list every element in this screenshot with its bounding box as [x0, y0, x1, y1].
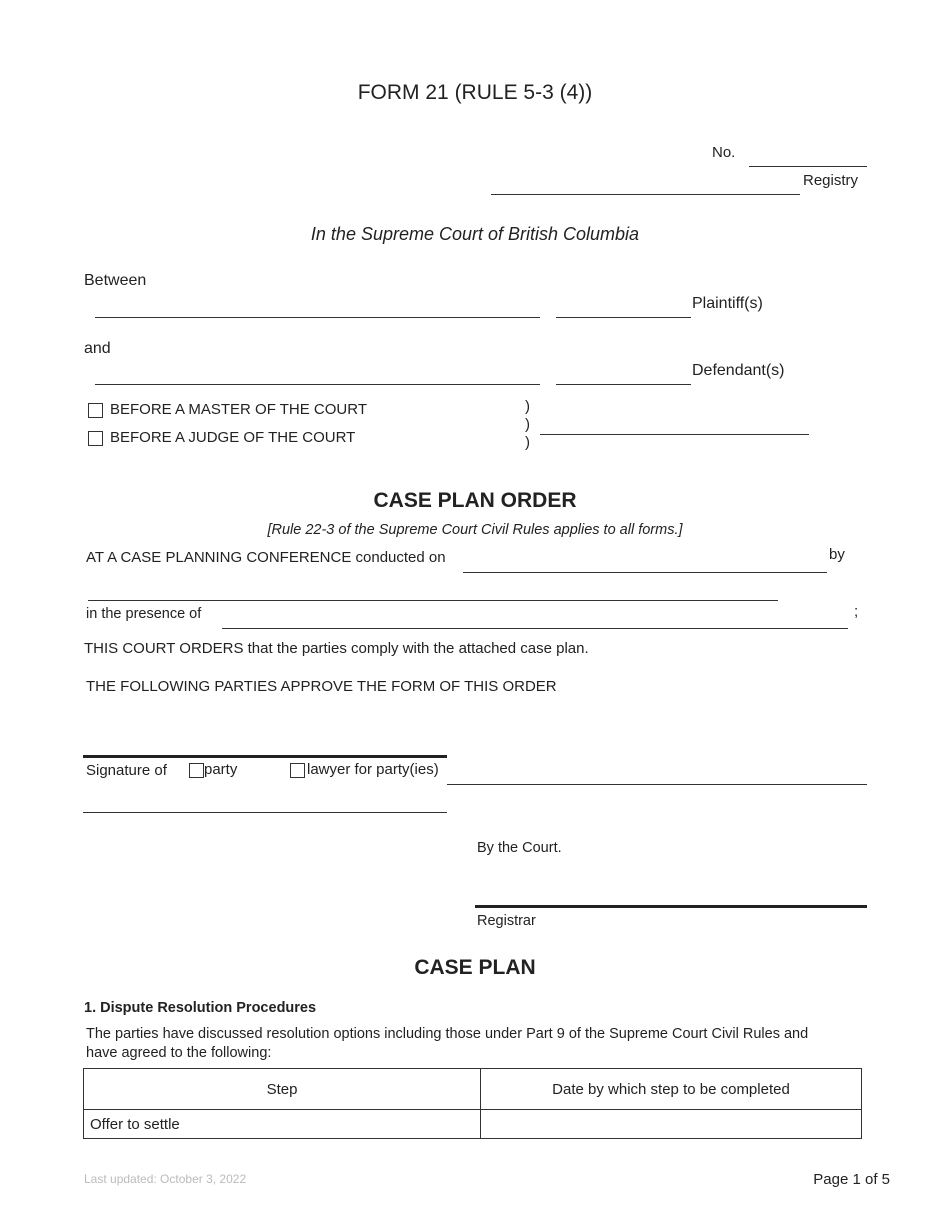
- court-orders-text: THIS COURT ORDERS that the parties comply with the attached case plan.: [84, 640, 589, 657]
- file-number-field[interactable]: [749, 166, 867, 167]
- conference-label: AT A CASE PLANNING CONFERENCE conducted on: [86, 549, 446, 566]
- between-label: Between: [84, 272, 147, 289]
- and-label: and: [84, 340, 111, 357]
- section-heading: 1. Dispute Resolution Procedures: [84, 1000, 317, 1016]
- step-cell: Offer to settle: [84, 1110, 481, 1139]
- plaintiff-number-field[interactable]: [556, 317, 691, 318]
- judge-label: BEFORE A JUDGE OF THE COURT: [110, 429, 356, 446]
- defendant-label: Defendant(s): [692, 362, 785, 379]
- signature-line[interactable]: [83, 755, 447, 758]
- by-the-court: By the Court.: [477, 840, 562, 856]
- section-text: have agreed to the following:: [86, 1045, 272, 1061]
- by-label: by: [829, 546, 845, 563]
- form-title: FORM 21 (RULE 5-3 (4)): [357, 81, 593, 104]
- approve-text: THE FOLLOWING PARTIES APPROVE THE FORM OF THIS ORDER: [86, 678, 557, 695]
- registrar-signature-line[interactable]: [475, 905, 867, 908]
- order-title: CASE PLAN ORDER: [373, 489, 577, 512]
- registry-label: Registry: [803, 172, 859, 189]
- section-text: The parties have discussed resolution options including those under Part 9 of the Supreme Court Civil Rules and: [86, 1026, 809, 1042]
- master-label: BEFORE A MASTER OF THE COURT: [110, 401, 367, 418]
- file-number-label: No.: [712, 144, 736, 161]
- party-checkbox[interactable]: [189, 763, 204, 778]
- steps-table: [83, 1068, 862, 1139]
- lawyer-checkbox[interactable]: [290, 763, 305, 778]
- plaintiff-name-field[interactable]: [95, 317, 540, 318]
- bracket-paren: ): [525, 434, 530, 451]
- conference-date-field[interactable]: [463, 572, 827, 573]
- table-row: [84, 1110, 862, 1139]
- column-header-step: Step: [84, 1069, 481, 1110]
- registry-field[interactable]: [491, 194, 800, 195]
- court-name: In the Supreme Court of British Columbia: [310, 224, 640, 244]
- page-number: Page 1 of 5: [813, 1171, 890, 1188]
- judge-checkbox[interactable]: [88, 431, 103, 446]
- column-header-date: Date by which step to be completed: [481, 1069, 862, 1110]
- defendant-number-field[interactable]: [556, 384, 691, 385]
- signature-right-line[interactable]: [447, 784, 867, 785]
- presence-label: in the presence of: [86, 606, 202, 622]
- bracket-paren: ): [525, 398, 530, 415]
- plaintiff-label: Plaintiff(s): [692, 295, 763, 312]
- lawyer-label: lawyer for party(ies): [307, 761, 439, 778]
- bracket-paren: ): [525, 416, 530, 433]
- signer-name-field[interactable]: [83, 812, 447, 813]
- case-plan-title: CASE PLAN: [414, 956, 536, 979]
- registrar-label: Registrar: [477, 913, 536, 929]
- defendant-name-field[interactable]: [95, 384, 540, 385]
- semicolon: ;: [854, 603, 859, 620]
- presence-field[interactable]: [222, 628, 848, 629]
- party-label: party: [204, 761, 238, 778]
- conducted-by-field[interactable]: [88, 600, 778, 601]
- signature-of-label: Signature of: [86, 762, 167, 779]
- last-updated: Last updated: October 3, 2022: [84, 1172, 247, 1186]
- date-cell[interactable]: [481, 1110, 862, 1139]
- judicial-officer-name-field[interactable]: [540, 434, 809, 435]
- rule-note: [Rule 22-3 of the Supreme Court Civil Rules applies to all forms.]: [267, 522, 683, 538]
- master-checkbox[interactable]: [88, 403, 103, 418]
